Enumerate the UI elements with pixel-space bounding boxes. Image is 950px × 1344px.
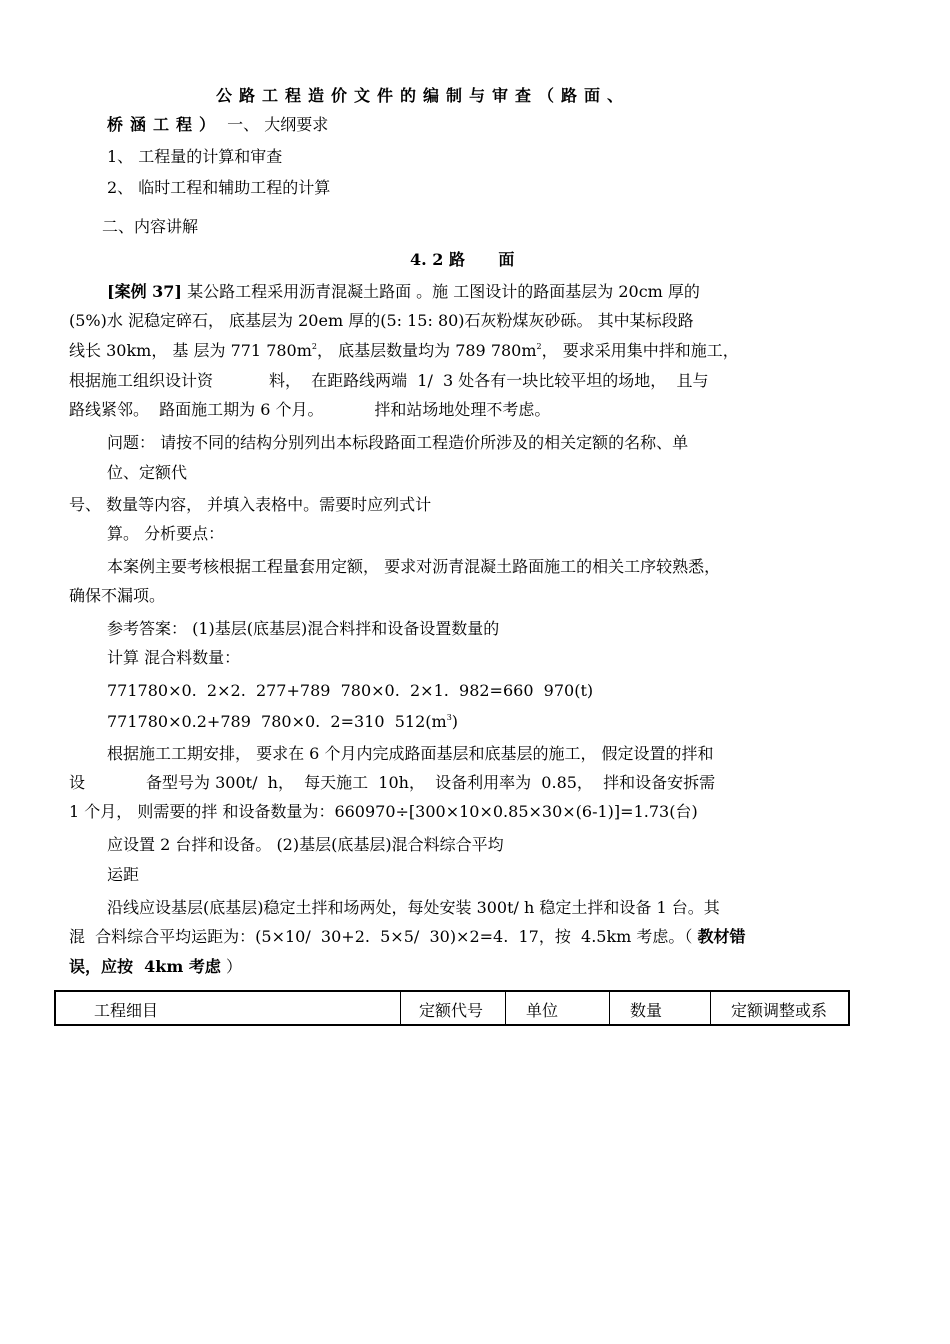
doc-title-line2: [107, 114, 328, 136]
distance-line-2a: 混 合料综合平均运距为：(5×10/ 30+2. 5×5/ 30)×2=4. 17，按 4.5km 考虑。（: [69, 927, 698, 946]
table-header-code: 定额代号: [401, 992, 506, 1024]
distance-line-1: 沿线应设基层(底基层)稳定土拌和场两处，每处安装 300t/ h 稳定土拌和设备 1 台。其: [107, 898, 720, 917]
case-line-3c: ， 要求采用集中拌和施工，: [541, 341, 739, 360]
question-line-4: 算。 分析要点：: [107, 524, 225, 543]
subsection-heading: 4. 2 路 面: [410, 250, 515, 269]
doc-title-line1: 公路工程造价文件的编制与审查（路面、: [216, 86, 631, 105]
section-heading: 二、内容讲解: [102, 217, 199, 236]
case-line-3b: ， 底基层数量均为 789 780m: [317, 341, 537, 360]
table-header-item: 工程细目: [56, 992, 401, 1024]
table-header-unit: 单位: [506, 992, 610, 1024]
case-line-4: 根据施工组织设计资 料， 在距路线两端 1/ 3 处各有一块比较平坦的场地， 且与: [69, 371, 709, 390]
table-header-quantity: 数量: [610, 992, 711, 1024]
plan-line-2: 设 备型号为 300t/ h， 每天施工 10h， 设备利用率为 0.85， 拌和设备安拆需: [69, 773, 716, 792]
superscript-2a: 2: [311, 342, 318, 351]
answer-line-1: 参考答案： (1)基层(底基层)混合料拌和设备设置数量的: [107, 619, 500, 638]
calc-line-2a: 771780×0.2+789 780×0. 2=310 512(m: [107, 712, 447, 731]
superscript-2b: 2: [536, 342, 542, 351]
distance-line-3-rest: ）: [220, 957, 242, 976]
case-line-1: [107, 281, 700, 303]
distance-line-3: [69, 956, 242, 978]
setup-line-2: 运距: [107, 865, 140, 884]
plan-line-1: 根据施工工期安排， 要求在 6 个月内完成路面基层和底基层的施工， 假定设置的拌和: [107, 744, 714, 763]
distance-line-2: [69, 926, 746, 948]
answer-line-2: 计算 混合料数量：: [107, 648, 241, 667]
case-line-1-text: 某公路工程采用沥青混凝土路面 。施 工图设计的路面基层为 20cm 厚的: [181, 282, 700, 301]
question-line-1: 问题： 请按不同的结构分别列出本标段路面工程造价所涉及的相关定额的名称、单: [107, 433, 689, 452]
superscript-3: 3: [446, 713, 452, 722]
case-line-3a: 线长 30km， 基 层为 771 780m: [69, 341, 312, 360]
case-line-5: 路线紧邻。 路面施工期为 6 个月。 拌和站场地处理不考虑。: [69, 400, 551, 419]
case-line-2: (5%)水 泥稳定碎石， 底基层为 20em 厚的(5: 15: 80)石灰粉煤灰砂砾。 其中某标段路: [69, 311, 694, 330]
outline-item-1: 1、 工程量的计算和审查: [107, 147, 283, 166]
outline-heading: 一、 大纲要求: [222, 115, 329, 134]
outline-item-2: 2、 临时工程和辅助工程的计算: [107, 178, 331, 197]
analysis-line-2: 确保不漏项。: [69, 586, 166, 605]
question-line-3: 号、 数量等内容， 并填入表格中。需要时应列式计: [69, 495, 432, 514]
question-line-2: 位、定额代: [107, 463, 188, 482]
quota-table: [54, 990, 850, 1026]
case-line-3: [69, 340, 739, 362]
doc-title-line2-bold: 桥涵工程）: [107, 115, 223, 134]
plan-line-3: 1 个月， 则需要的拌 和设备数量为：660970÷[300×10×0.85×30×(6-1)]=1.73(台): [69, 802, 698, 821]
setup-line-1: 应设置 2 台拌和设备。 (2)基层(底基层)混合料综合平均: [107, 835, 504, 854]
analysis-line-1: 本案例主要考核根据工程量套用定额， 要求对沥青混凝土路面施工的相关工序较熟悉，: [107, 557, 721, 576]
calc-line-2: [107, 711, 458, 733]
calc-line-1: 771780×0. 2×2. 277+789 780×0. 2×1. 982=660 970(t): [107, 681, 594, 700]
errata-note-a: 教材错: [697, 927, 746, 946]
case-label: [案例 37]: [107, 282, 182, 301]
errata-note-b: 误，应按 4km 考虑: [69, 957, 221, 976]
table-header-adjust: 定额调整或系: [731, 1001, 828, 1020]
calc-line-2b: ): [451, 712, 459, 731]
